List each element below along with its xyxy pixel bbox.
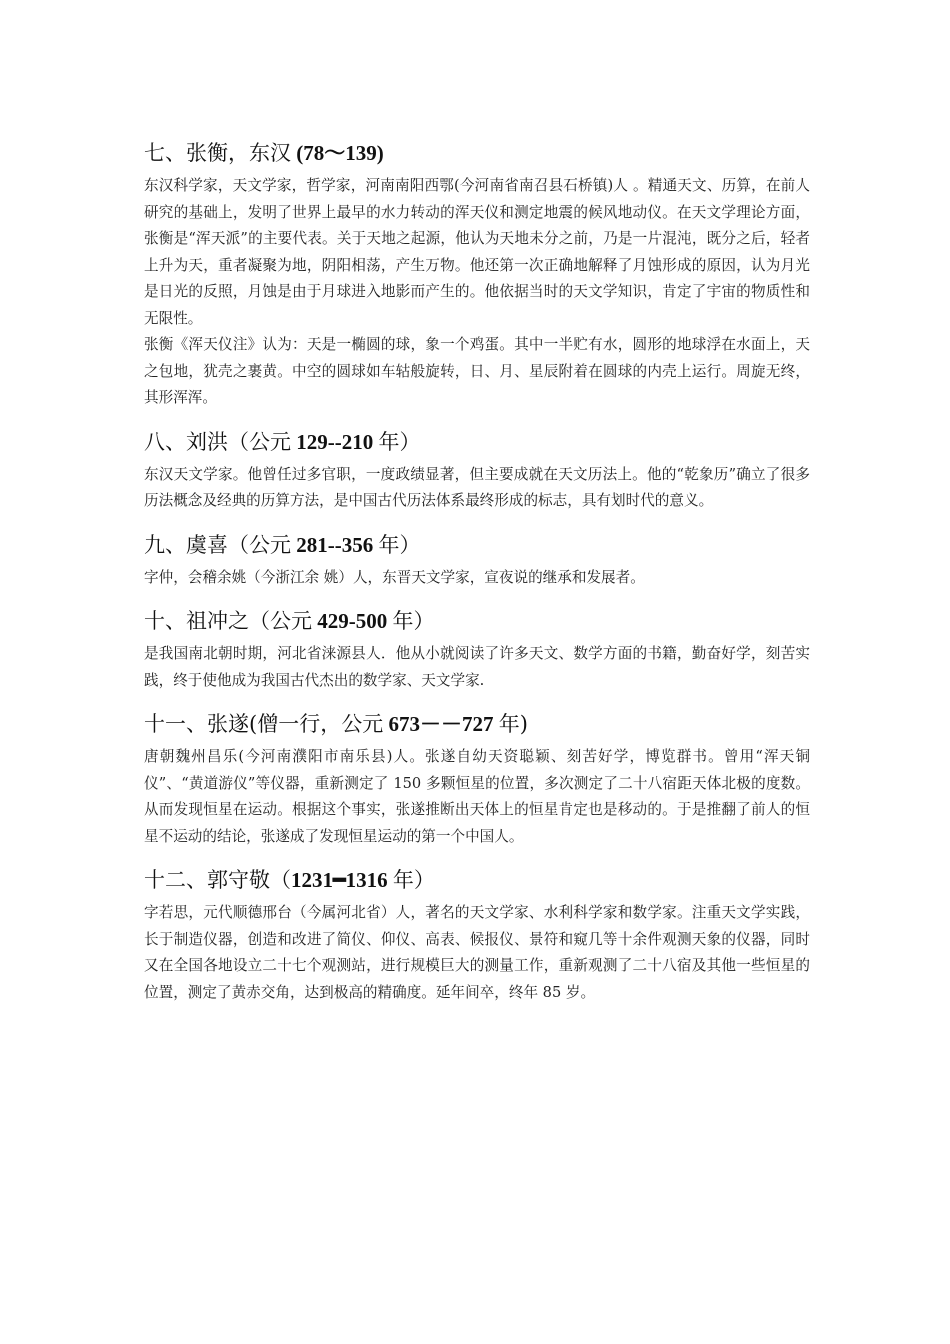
section-heading bbox=[144, 606, 810, 636]
heading-suffix: 年） bbox=[392, 609, 435, 633]
paragraph: 东汉天文学家。他曾任过多官职，一度政绩显著，但主要成就在天文历法上。他的“乾象历”确立了很多历法概念及经典的历算方法，是中国古代历法体系最终形成的标志，具有划时代的意义。 bbox=[144, 465, 810, 509]
heading-years: 1231━1316 bbox=[291, 868, 393, 892]
section-yu-xi bbox=[144, 530, 810, 592]
heading-text: 十、祖冲之（公元 bbox=[144, 609, 312, 633]
paragraph: 字仲，会稽余姚（今浙江余 姚）人，东晋天文学家，宣夜说的继承和发展者。 bbox=[144, 568, 645, 586]
paragraph: 是我国南北朝时期，河北省涞源县人．他从小就阅读了许多天文、数学方面的书籍，勤奋好学，刻苦实践，终于使他成为我国古代杰出的数学家、天文学家. bbox=[144, 645, 810, 689]
heading-suffix: 年） bbox=[378, 429, 421, 454]
paragraph: 唐朝魏州昌乐(今河南濮阳市南乐县)人。张遂自幼天资聪颖、刻苦好学，博览群书。曾用“浑天铜仪”、“黄道游仪”等仪器，重新测定了 150 多颗恒星的位置，多次测定了二十八宿距天体北极的度数。从而发现恒星在运动。根据这个事实，张遂推断出天体上的恒星肯定也是移动的。于是推翻了前人的恒星不运动的结论，张遂成了发现恒星运动的第一个中国人。 bbox=[144, 748, 810, 845]
paragraph: 张衡《浑天仪注》认为：天是一椭圆的球，象一个鸡蛋。其中一半贮有水，圆形的地球浮在水面上，天之包地，犹壳之裹黄。中空的圆球如车轱般旋转，日、月、星辰附着在圆球的内壳上运行。周旋无终，其形浑浑。 bbox=[144, 336, 810, 406]
heading-years: 673－－727 bbox=[383, 712, 499, 736]
heading-suffix: 年) bbox=[498, 712, 528, 736]
heading-text: 十一、张遂(僧一行，公元 bbox=[144, 712, 384, 736]
section-heading bbox=[144, 865, 810, 895]
section-heading bbox=[144, 427, 810, 457]
section-zhang-heng bbox=[144, 138, 810, 412]
section-zu-chongzhi bbox=[144, 606, 810, 694]
document-body bbox=[144, 138, 810, 1021]
section-guo-shoujing bbox=[144, 865, 810, 1006]
paragraph: 东汉科学家，天文学家，哲学家，河南南阳西鄂(今河南省南召县石桥镇)人 。精通天文、历算，在前人研究的基础上，发明了世界上最早的水力转动的浑天仪和测定地震的候风地动仪。在天文学理论方面，张衡是“浑天派”的主要代表。关于天地之起源，他认为天地未分之前，乃是一片混沌，既分之后，轻者上升为天，重者凝聚为地，阴阳相荡，产生万物。他还第一次正确地解释了月蚀形成的原因，认为月光是日光的反照，月蚀是由于月球进入地影而产生的。他依据当时的天文学知识，肯定了宇宙的物质性和无限性。 bbox=[144, 177, 810, 327]
heading-years: 129--210 bbox=[291, 429, 379, 454]
heading-suffix: 年） bbox=[378, 532, 421, 557]
section-heading bbox=[144, 138, 810, 168]
heading-years: 281--356 bbox=[291, 532, 379, 557]
section-heading bbox=[144, 530, 810, 560]
heading-years: 429-500 bbox=[312, 609, 393, 633]
heading-text: 十二、郭守敬（ bbox=[144, 868, 291, 892]
section-liu-hong bbox=[144, 427, 810, 515]
heading-text: 八、刘洪（公元 bbox=[144, 429, 291, 454]
paragraph: 字若思，元代顺德邢台（今属河北省）人，著名的天文学家、水利科学家和数学家。注重天文学实践，长于制造仪器，创造和改进了简仪、仰仪、高表、候报仪、景符和窥几等十余件观测天象的仪器，同时又在全国各地设立二十七个观测站，进行规模巨大的测量工作，重新观测了二十八宿及其他一些恒星的位置，测定了黄赤交角，达到极高的精确度。延年间卒，终年 85 岁。 bbox=[144, 904, 810, 1001]
heading-suffix: 年） bbox=[392, 868, 435, 892]
heading-text: 九、虞喜（公元 bbox=[144, 532, 291, 557]
section-heading bbox=[144, 709, 810, 739]
heading-years: (78～139) bbox=[291, 141, 384, 165]
heading-text: 七、张衡，东汉 bbox=[144, 141, 291, 165]
section-zhang-sui bbox=[144, 709, 810, 850]
